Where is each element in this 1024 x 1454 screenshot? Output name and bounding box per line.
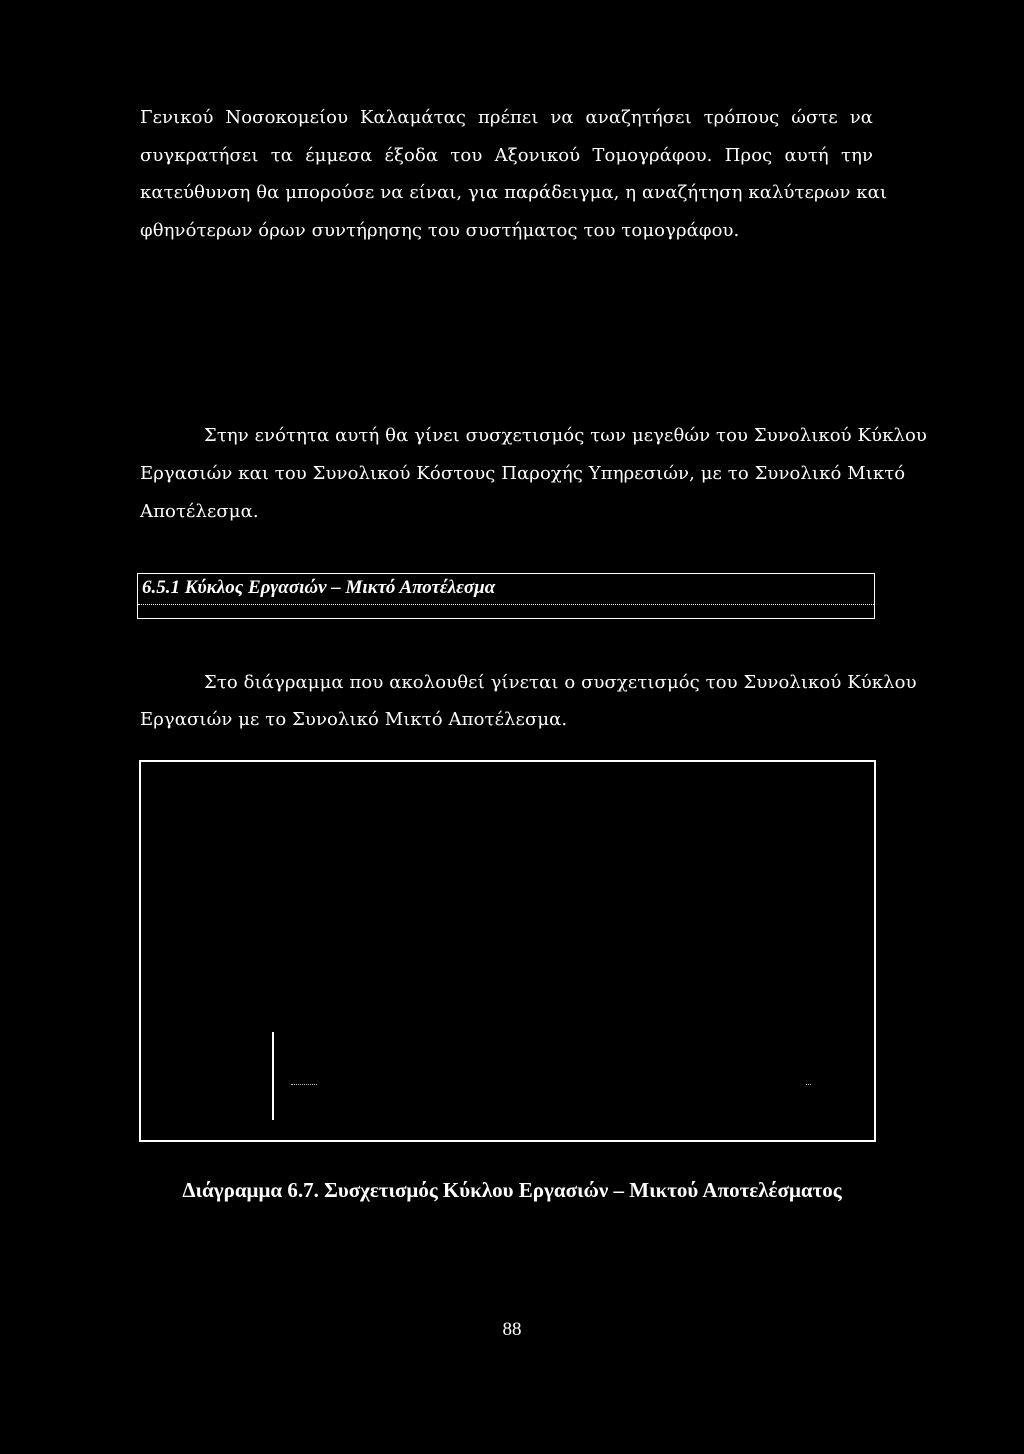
paragraph-2-line-2: Εργασιών και του Συνολικού Κόστους Παροχής Υπηρεσιών, με το Συνολικό Μικτό xyxy=(140,463,906,484)
figure-caption: Διάγραμμα 6.7. Συσχετισμός Κύκλου Εργασιών – Μικτού Αποτελέσματος xyxy=(182,1178,842,1202)
heading-divider xyxy=(138,604,874,605)
diagram-mark xyxy=(291,1084,317,1085)
paragraph-1-line-4: φθηνότερων όρων συντήρησης του συστήματος του τομογράφου. xyxy=(140,220,740,241)
diagram-frame xyxy=(139,760,876,1142)
paragraph-3-line-1: Στο διάγραμμα που ακολουθεί γίνεται ο συσχετισμός του Συνολικού Κύκλου xyxy=(204,672,917,693)
section-heading-box xyxy=(137,573,875,619)
paragraph-2-line-3: Αποτέλεσμα. xyxy=(140,501,259,522)
paragraph-2-line-1: Στην ενότητα αυτή θα γίνει συσχετισμός των μεγεθών του Συνολικού Κύκλου xyxy=(204,425,927,446)
paragraph-1-line-2: συγκρατήσει τα έμμεσα έξοδα του Αξονικού Τομογράφου. Προς αυτή την xyxy=(140,145,873,166)
diagram-mark xyxy=(806,1084,811,1085)
paragraph-1-line-1: Γενικού Νοσοκομείου Καλαμάτας πρέπει να αναζητήσει τρόπους ώστε να xyxy=(140,107,873,128)
diagram-axis-line xyxy=(272,1032,274,1120)
page-number: 88 xyxy=(502,1319,522,1340)
paragraph-3-line-2: Εργασιών με το Συνολικό Μικτό Αποτέλεσμα. xyxy=(140,709,568,730)
section-heading: 6.5.1 Κύκλος Εργασιών – Μικτό Αποτέλεσμα xyxy=(142,577,496,598)
paragraph-1-line-3: κατεύθυνση θα μπορούσε να είναι, για παράδειγμα, η αναζήτηση καλύτερων και xyxy=(140,182,888,203)
